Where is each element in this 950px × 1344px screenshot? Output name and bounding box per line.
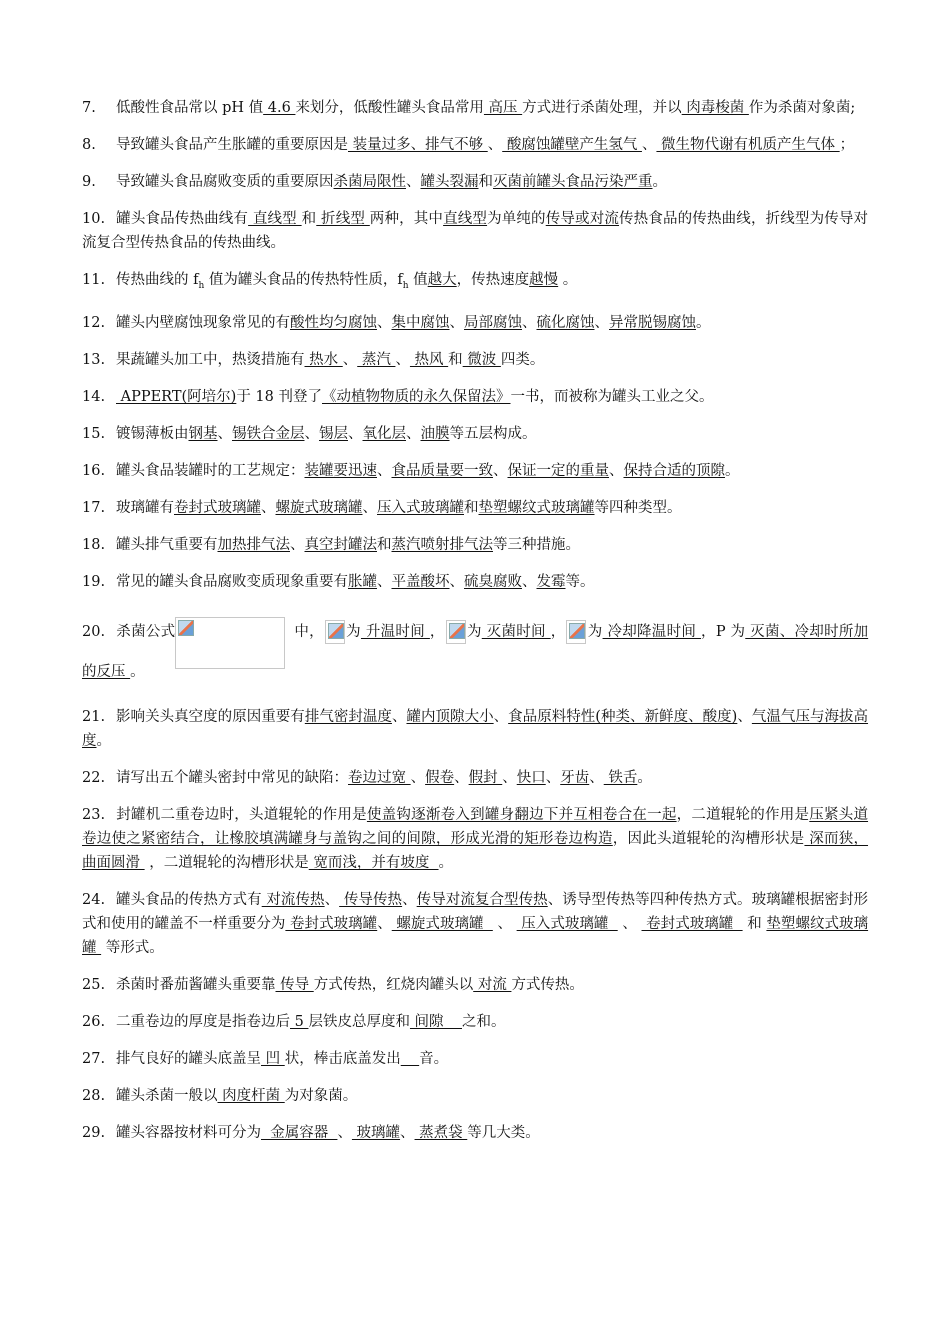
answer-text: 凹: [261, 1050, 285, 1067]
question-text: 罐头内壁腐蚀现象常见的有: [116, 314, 290, 331]
question-text: 值: [408, 272, 428, 288]
answer-text: 4.6: [263, 100, 296, 116]
answer-text: 罐内顶隙大小: [406, 708, 494, 725]
answer-text: 微波: [462, 351, 501, 368]
question-text: 、: [402, 891, 417, 908]
question-item: [82, 612, 868, 692]
question-text: 为: [587, 623, 603, 640]
question-text: 层铁皮总厚度和: [308, 1013, 410, 1030]
question-text: 罐头食品的传热方式有: [116, 891, 262, 908]
answer-text: 锡铁合金层: [232, 425, 305, 442]
answer-text: 排气密封温度: [304, 708, 392, 725]
answer-text: APPERT(阿培尔): [116, 388, 237, 405]
question-number: 29.: [82, 1124, 106, 1141]
question-text: 等。: [565, 573, 595, 590]
question-text: 。: [652, 174, 667, 190]
answer-text: 升温时间: [360, 623, 430, 640]
question-text: 之和。: [462, 1013, 506, 1030]
question-text: 、: [545, 769, 561, 786]
question-text: 传热食品的传热曲线，折线型为传导对流复合型传热食品的传热曲线。: [82, 211, 869, 251]
question-text: 四类。: [500, 351, 545, 368]
question-text: 、: [377, 915, 392, 932]
question-item: [82, 268, 868, 298]
answer-text: 热风: [409, 351, 449, 368]
answer-text: 硫臭腐败: [464, 573, 522, 590]
question-text: 。: [96, 732, 111, 749]
question-text: 二重卷边的厚度是指卷边后: [116, 1013, 290, 1030]
question-text: ，传热速度: [456, 272, 530, 288]
question-number: 24.: [82, 891, 106, 908]
question-text: 镀锡薄板由: [116, 425, 189, 442]
question-text: 罐头食品装罐时的工艺规定：: [116, 462, 305, 479]
question-text: 、: [492, 915, 517, 932]
question-text: 等四种类型。: [594, 499, 682, 516]
question-text: 和: [377, 536, 392, 553]
question-text: 罐头食品传热曲线有: [116, 211, 249, 227]
question-text: ，二道辊轮的作用是: [676, 806, 810, 823]
question-item: [82, 170, 868, 194]
question-text: 罐头杀菌一般以: [116, 1087, 218, 1104]
question-text: 和: [301, 211, 317, 227]
answer-text: 灭菌、冷却时所加的反压: [82, 623, 869, 680]
answer-text: 螺旋式玻璃罐: [391, 915, 493, 932]
question-text: 、: [454, 769, 469, 786]
question-item: [82, 1010, 868, 1034]
answer-text: 压入式玻璃罐: [377, 499, 464, 516]
answer-text: 食品原料特性(种类、新鲜度、酸度): [508, 708, 738, 725]
question-text: 、: [261, 499, 276, 516]
answer-text: 金属容器: [261, 1124, 338, 1141]
answer-text: 杀菌局限性: [333, 174, 406, 190]
question-number: 13.: [82, 351, 106, 368]
question-item: [82, 348, 868, 372]
question-text: 、: [377, 314, 392, 331]
answer-text: 压紧头道卷边使之紧密结合，让橡胶填满罐身与盖钩之间的间隙，形成光滑的矩形卷边构造: [82, 806, 869, 847]
symbol-image-placeholder: [446, 620, 466, 644]
answer-text: 蒸汽: [357, 351, 396, 368]
question-number: 20.: [82, 623, 106, 640]
answer-text: 越慢: [529, 272, 559, 288]
answer-text: 使盖钩逐渐卷入到罐身翻边下并互相卷合在一起: [366, 806, 677, 823]
question-text: 、: [522, 314, 537, 331]
answer-text: 压入式玻璃罐: [516, 915, 618, 932]
question-text: 、: [342, 351, 358, 368]
answer-text: 间隙: [409, 1013, 462, 1030]
question-text: 低酸性食品常以 pH 值: [116, 100, 264, 116]
answer-text: 气温气压与海拔高度: [82, 708, 869, 749]
question-text: 等五层构成。: [449, 425, 537, 442]
question-text: 、: [410, 769, 426, 786]
question-text: 。: [558, 272, 578, 288]
answer-text: 微生物代谢有机质产生气体: [656, 137, 840, 153]
question-item: [82, 888, 868, 960]
question-text: 。: [637, 769, 652, 786]
question-item: [82, 973, 868, 997]
answer-text: 玻璃罐: [351, 1124, 401, 1141]
question-text: 、: [502, 769, 517, 786]
question-text: 作为杀菌对象菌;: [748, 100, 856, 116]
question-number: 28.: [82, 1087, 106, 1104]
question-text: 玻璃罐有: [116, 499, 174, 516]
question-number: 17.: [82, 499, 106, 516]
question-text: 、: [449, 314, 464, 331]
question-number: 16.: [82, 462, 106, 479]
question-item: [82, 766, 868, 790]
question-text: 、: [391, 708, 407, 725]
question-text: 请写出五个罐头密封中常见的缺陷：: [116, 769, 348, 786]
question-text: 、: [487, 137, 503, 153]
answer-text: 肉毒梭菌: [681, 100, 749, 116]
question-text: 为: [466, 623, 482, 640]
question-text: h: [402, 280, 409, 291]
question-item: [82, 311, 868, 335]
question-text: 、: [589, 769, 604, 786]
question-number: 21.: [82, 708, 106, 725]
question-text: 于 18 刊登了: [236, 388, 322, 405]
question-item: [82, 422, 868, 446]
answer-text: 快口: [516, 769, 546, 786]
question-text: 、: [324, 891, 340, 908]
question-item: [82, 385, 868, 409]
question-number: 11.: [82, 272, 106, 288]
question-text: ，: [429, 623, 445, 640]
answer-text: 传导或对流: [545, 211, 620, 227]
question-number: 8.: [82, 137, 96, 153]
question-text: 、: [377, 573, 392, 590]
answer-text: 集中腐蚀: [391, 314, 450, 331]
symbol-image-placeholder: [325, 620, 345, 644]
answer-text: 热水: [304, 351, 343, 368]
question-item: [82, 705, 868, 753]
question-text: ，因此头道辊轮的沟槽形状是: [612, 830, 805, 847]
answer-text: 对流: [473, 976, 512, 993]
answer-text: 对流传热: [261, 891, 325, 908]
question-text: ，: [550, 623, 566, 640]
question-text: 、: [290, 536, 305, 553]
question-text: 、: [337, 1124, 352, 1141]
question-item: [82, 570, 868, 594]
answer-text: 灭菌时间: [481, 623, 551, 640]
answer-text: 铁舌: [603, 769, 638, 786]
question-text: 、: [522, 573, 537, 590]
question-text: 方式进行杀菌处理，并以: [522, 100, 682, 116]
answer-text: 异常脱锡腐蚀: [609, 314, 696, 331]
symbol-image-placeholder: [566, 620, 586, 644]
answer-text: 折线型: [316, 211, 370, 227]
answer-text: 装量过多、排气不够: [348, 137, 488, 153]
question-number: 12.: [82, 314, 106, 331]
answer-text: 直线型: [248, 211, 302, 227]
question-text: 状，棒击底盖发出: [284, 1050, 401, 1067]
answer-text: 保证一定的重量: [507, 462, 609, 479]
question-item: [82, 1084, 868, 1108]
question-text: 、: [217, 425, 232, 442]
question-text: 和: [448, 351, 463, 368]
question-item: [82, 133, 868, 157]
broken-image-icon: [449, 623, 465, 639]
answer-text: 垫塑螺纹式玻璃罐: [82, 915, 869, 956]
question-text: 罐头排气重要有: [116, 536, 218, 553]
answer-text: 传导对流复合型传热: [416, 891, 548, 908]
question-item: [82, 459, 868, 483]
answer-text: 局部腐蚀: [464, 314, 522, 331]
answer-text: 假卷: [425, 769, 455, 786]
question-text: 排气良好的罐头底盖呈: [116, 1050, 261, 1067]
question-text: 、: [362, 499, 377, 516]
question-text: 封罐机二重卷边时，头道辊轮的作用是: [116, 806, 367, 823]
question-text: 。: [130, 663, 145, 680]
document-page: [82, 96, 868, 1158]
question-text: 两种，其中: [369, 211, 444, 227]
question-number: 22.: [82, 769, 106, 786]
question-text: 为对象菌。: [284, 1087, 358, 1104]
question-text: 罐头容器按材料可分为: [116, 1124, 261, 1141]
answer-text: 装罐要迅速: [304, 462, 377, 479]
question-item: [82, 1121, 868, 1145]
answer-text: 深而狭，曲面圆滑: [82, 830, 869, 871]
question-text: 、: [406, 425, 421, 442]
broken-image-icon: [569, 623, 585, 639]
answer-text: 酸腐蚀罐壁产生氢气: [502, 137, 642, 153]
answer-text: 宽而浅，并有坡度: [308, 854, 439, 871]
question-text: 和: [742, 915, 767, 932]
question-number: 7.: [82, 100, 96, 116]
question-text: 等三种措施。: [493, 536, 580, 553]
answer-text: 螺旋式玻璃罐: [275, 499, 363, 516]
question-text: ，二道辊轮的沟槽形状是: [144, 854, 309, 871]
answer-text: 氧化层: [362, 425, 406, 442]
question-text: 来划分，低酸性罐头食品常用: [295, 100, 484, 116]
question-text: 、: [406, 174, 421, 190]
question-text: 音。: [419, 1050, 449, 1067]
answer-text: 《动植物物质的永久保留法》: [322, 388, 511, 405]
question-number: 26.: [82, 1013, 106, 1030]
answer-text: 蒸汽喷射排气法: [391, 536, 493, 553]
question-text: 影响关头真空度的原因重要有: [116, 708, 305, 725]
question-text: 、: [348, 425, 363, 442]
answer-text: 传导: [275, 976, 314, 993]
answer-text: 卷封式玻璃罐: [174, 499, 261, 516]
answer-text: 灭菌前罐头食品污染严重: [493, 174, 653, 190]
answer-text: 卷封式玻璃罐: [641, 915, 743, 932]
answer-text: 高压: [483, 100, 523, 116]
question-text: 果蔬罐头加工中，热烫措施有: [116, 351, 305, 368]
question-text: 、: [400, 1124, 415, 1141]
question-text: 、: [395, 351, 410, 368]
question-text: 、诱导型传热等四种传热方式。玻璃罐根据密封形式和使用的罐盖不一样重要分为: [82, 891, 869, 932]
question-text: 为: [345, 623, 361, 640]
question-text: 中，: [289, 623, 324, 640]
answer-text: [401, 1051, 419, 1067]
answer-text: 胀罐: [348, 573, 377, 590]
question-number: 9.: [82, 174, 96, 190]
answer-text: 硫化腐蚀: [536, 314, 595, 331]
answer-text: 平盖酸坏: [391, 573, 450, 590]
question-text: 、: [449, 573, 464, 590]
question-text: 。: [438, 854, 454, 871]
question-text: 和: [464, 499, 479, 516]
answer-text: 卷边过宽: [348, 769, 411, 786]
formula-image-placeholder: [175, 617, 285, 669]
question-text: 、: [493, 462, 508, 479]
question-text: 杀菌公式: [116, 623, 176, 640]
question-text: 和: [478, 174, 493, 190]
question-text: h: [198, 280, 205, 291]
question-text: 为单纯的: [487, 211, 546, 227]
question-number: 18.: [82, 536, 106, 553]
question-text: 、: [641, 137, 657, 153]
answer-text: 冷却降温时间: [602, 623, 702, 640]
question-text: 等几大类。: [467, 1124, 540, 1141]
broken-image-icon: [178, 620, 194, 636]
answer-text: 肉度杆菌: [217, 1087, 285, 1104]
question-text: 常见的罐头食品腐败变质现象重要有: [116, 573, 348, 590]
question-item: [82, 207, 868, 255]
answer-text: 真空封罐法: [304, 536, 377, 553]
answer-text: 罐头裂漏: [420, 174, 479, 190]
question-text: 、: [377, 462, 392, 479]
question-number: 10.: [82, 211, 106, 227]
question-number: 25.: [82, 976, 106, 993]
question-text: ，P 为: [701, 623, 746, 640]
answer-text: 越大: [427, 272, 457, 288]
broken-image-icon: [328, 623, 344, 639]
question-text: 一书，而被称为罐头工业之父。: [510, 388, 714, 405]
question-text: 、: [594, 314, 609, 331]
question-text: 导致罐头食品腐败变质的重要原因: [116, 174, 334, 190]
answer-text: 酸性均匀腐蚀: [290, 314, 377, 331]
question-text: 方式传热。: [511, 976, 584, 993]
answer-text: 锡层: [319, 425, 348, 442]
question-number: 19.: [82, 573, 106, 590]
question-text: 导致罐头食品产生胀罐的重要原因是: [116, 137, 348, 153]
question-item: [82, 496, 868, 520]
question-text: 、: [609, 462, 624, 479]
answer-text: 食品质量要一致: [391, 462, 493, 479]
question-item: [82, 803, 868, 875]
question-text: 、: [737, 708, 752, 725]
question-text: 传热曲线的 f: [116, 272, 199, 288]
question-text: 、: [617, 915, 642, 932]
answer-text: 油膜: [420, 425, 450, 442]
question-number: 14.: [82, 388, 106, 405]
question-number: 27.: [82, 1050, 106, 1067]
question-text: 、: [493, 708, 509, 725]
question-number: 15.: [82, 425, 106, 442]
answer-text: 保持合适的顶隙: [623, 462, 725, 479]
answer-text: 牙齿: [560, 769, 590, 786]
question-text: 等形式。: [101, 939, 164, 956]
question-text: 。: [696, 314, 711, 331]
answer-text: 传导传热: [339, 891, 403, 908]
question-item: [82, 96, 868, 120]
question-text: ；: [839, 137, 855, 153]
answer-text: 假封: [468, 769, 503, 786]
question-item: [82, 533, 868, 557]
answer-text: 垫塑螺纹式玻璃罐: [478, 499, 595, 516]
answer-text: 加热排气法: [217, 536, 290, 553]
question-text: 方式传热，红烧肉罐头以: [313, 976, 474, 993]
answer-text: 蒸煮袋: [414, 1124, 468, 1141]
answer-text: 直线型: [443, 211, 488, 227]
question-text: 、: [304, 425, 319, 442]
answer-text: 5: [290, 1013, 309, 1030]
question-text: 杀菌时番茄酱罐头重要靠: [116, 976, 276, 993]
answer-text: 卷封式玻璃罐: [285, 915, 378, 932]
question-text: 值为罐头食品的传热特性质，f: [204, 272, 403, 288]
question-text: 。: [725, 462, 740, 479]
question-number: 23.: [82, 806, 106, 823]
question-item: [82, 1047, 868, 1071]
answer-text: 钢基: [188, 425, 218, 442]
answer-text: 发霉: [536, 573, 566, 590]
